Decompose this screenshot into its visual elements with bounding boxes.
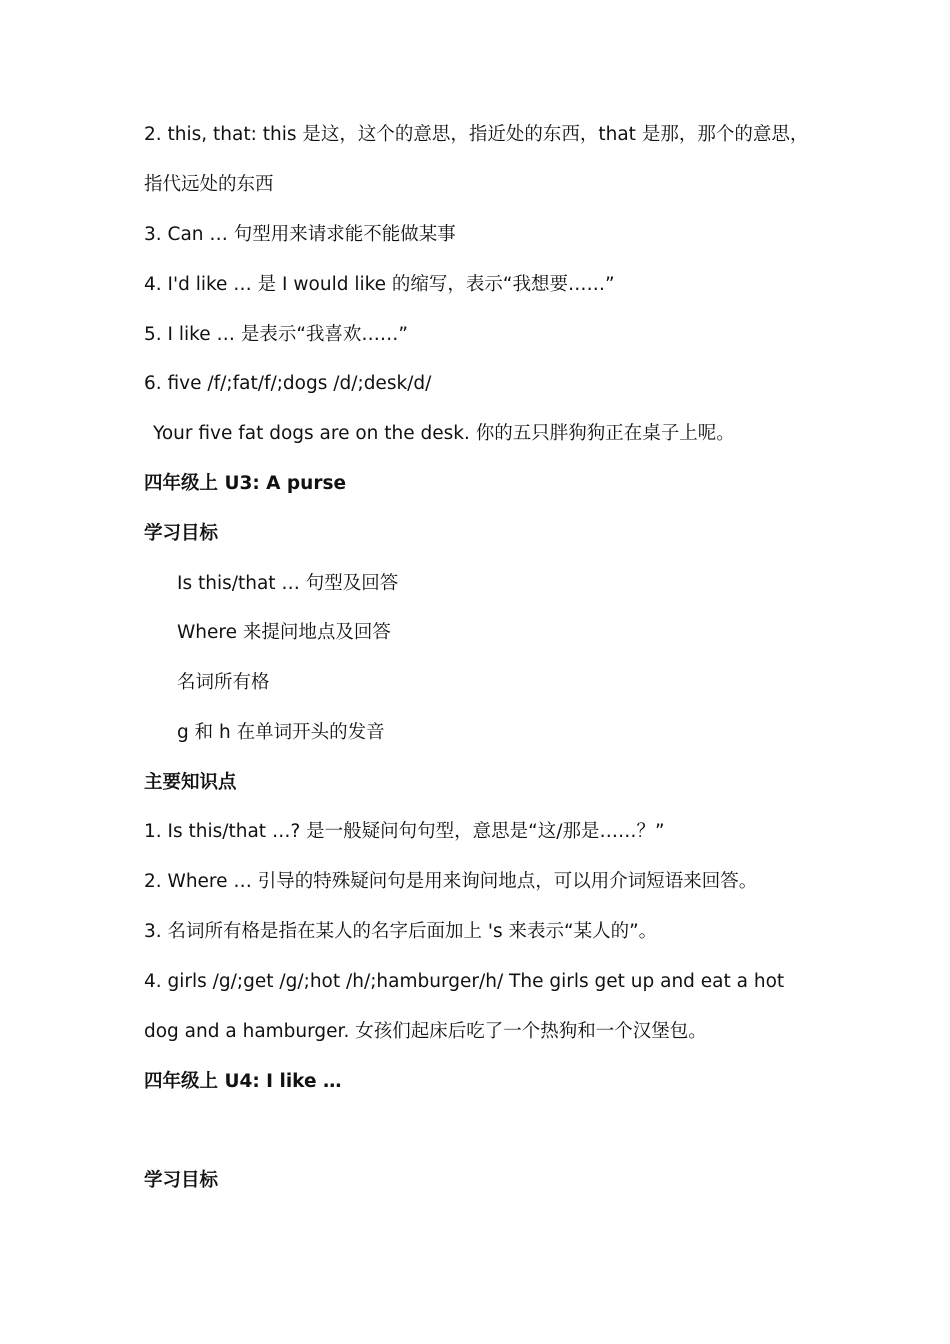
section-heading-key-points: 主要知识点 xyxy=(144,772,237,793)
key-point-3: 3. 名词所有格是指在某人的名字后面加上 's 来表示“某人的”。 xyxy=(144,921,658,942)
goal-item-possessive: 名词所有格 xyxy=(177,672,270,693)
text-line-this-that-1: 2. this, that: this 是这，这个的意思，指近处的东西，that 是那，那个的意思， xyxy=(144,124,809,145)
text-line-phonics-f-d: 6. five /f/;fat/f/;dogs /d/;desk/d/ xyxy=(144,373,432,394)
text-line-i-like: 5. I like … 是表示“我喜欢……” xyxy=(144,324,409,345)
unit-heading-u3: 四年级上 U3: A purse xyxy=(144,473,347,494)
text-line-example-sentence: Your five fat dogs are on the desk. 你的五只胖狗狗正在桌子上呢。 xyxy=(153,423,735,444)
goal-item-where: Where 来提问地点及回答 xyxy=(177,622,391,643)
key-point-4-cont: dog and a hamburger. 女孩们起床后吃了一个热狗和一个汉堡包。 xyxy=(144,1021,707,1042)
key-point-2: 2. Where … 引导的特殊疑问句是用来询问地点，可以用介词短语来回答。 xyxy=(144,871,758,892)
text-line-can: 3. Can … 句型用来请求能不能做某事 xyxy=(144,224,456,245)
section-heading-goals-u4: 学习目标 xyxy=(144,1170,219,1191)
text-line-this-that-2: 指代远处的东西 xyxy=(144,174,274,195)
goal-item-g-h: g 和 h 在单词开头的发音 xyxy=(177,722,385,743)
key-point-1: 1. Is this/that …? 是一般疑问句句型，意思是“这/那是……？” xyxy=(144,821,665,842)
unit-heading-u4: 四年级上 U4: I like … xyxy=(144,1071,342,1092)
text-line-id-like: 4. I'd like … 是 I would like 的缩写，表示“我想要……” xyxy=(144,274,615,295)
key-point-4: 4. girls /g/;get /g/;hot /h/;hamburger/h/ The girls get up and eat a hot xyxy=(144,971,785,992)
goal-item-is-this: Is this/that … 句型及回答 xyxy=(177,573,399,594)
section-heading-goals: 学习目标 xyxy=(144,523,219,544)
